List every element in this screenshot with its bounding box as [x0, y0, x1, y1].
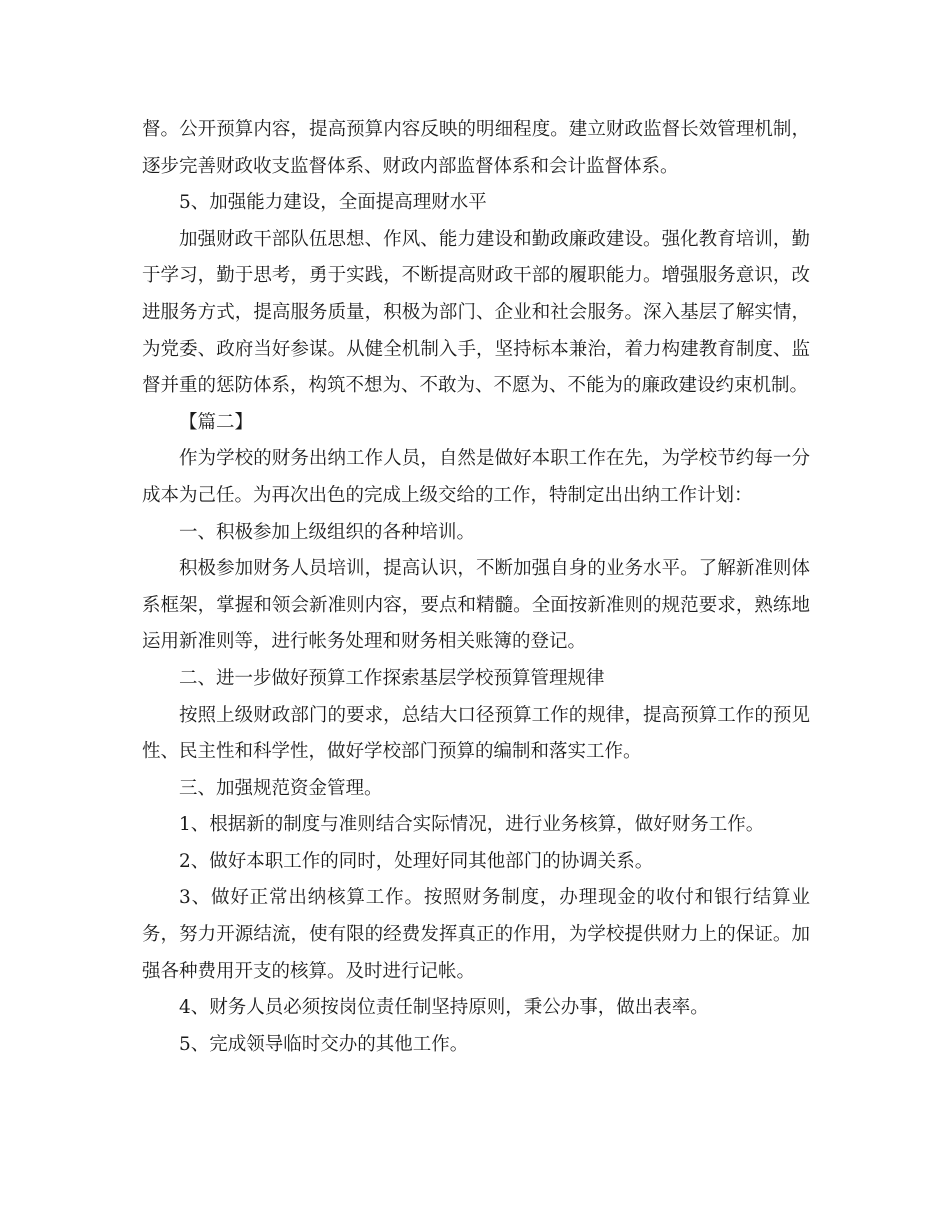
paragraph-budget-supervision: 督。公开预算内容，提高预算内容反映的明细程度。建立财政监督长效管理机制，逐步完善财政收支监督体系、财政内部监督体系和会计监督体系。 [142, 119, 810, 177]
section-heading-training: 一、积极参加上级组织的各种培训。 [179, 521, 476, 543]
list-item-5: 5、完成领导临时交办的其他工作。 [179, 1033, 469, 1055]
list-item-3: 3、做好正常出纳核算工作。按照财务制度，办理现金的收付和银行结算业务，努力开源结流，使有限的经费发挥真正的作用，为学校提供财力上的保证。加强各种费用开支的核算。及时进行记帐。 [142, 887, 810, 982]
paragraph-budget: 按照上级财政部门的要求，总结大口径预算工作的规律，提高预算工作的预见性、民主性和科学性，做好学校部门预算的编制和落实工作。 [142, 704, 810, 763]
part-two-heading: 【篇二】 [179, 411, 254, 433]
paragraph-cashier-intro: 作为学校的财务出纳工作人员，自然是做好本职工作在先，为学校节约每一分成本为己任。为再次出色的完成上级交给的工作，特制定出出纳工作计划： [142, 448, 810, 506]
list-item-2: 2、做好本职工作的同时，处理好同其他部门的协调关系。 [179, 850, 654, 872]
list-item-4: 4、财务人员必须按岗位责任制坚持原则，秉公办事，做出表率。 [179, 997, 709, 1019]
list-item-1: 1、根据新的制度与准则结合实际情况，进行业务核算，做好财务工作。 [179, 814, 765, 836]
document-body [142, 112, 810, 1063]
section-heading-budget: 二、进一步做好预算工作探索基层学校预算管理规律 [179, 667, 605, 689]
section-heading-capacity-building: 5、加强能力建设，全面提高理财水平 [179, 192, 487, 214]
section-heading-fund-management: 三、加强规范资金管理。 [179, 777, 383, 799]
paragraph-cadre-building: 加强财政干部队伍思想、作风、能力建设和勤政廉政建设。强化教育培训，勤于学习，勤于思考，勇于实践，不断提高财政干部的履职能力。增强服务意识，改进服务方式，提高服务质量，积极为部门、企业和社会服务。深入基层了解实情，为党委、政府当好参谋。从健全机制入手，坚持标本兼治，着力构建教育制度、监督并重的惩防体系，构筑不想为、不敢为、不愿为、不能为的廉政建设约束机制。 [142, 228, 810, 397]
paragraph-training: 积极参加财务人员培训，提高认识，不断加强自身的业务水平。了解新准则体系框架，掌握和领会新准则内容，要点和精髓。全面按新准则的规范要求，熟练地运用新准则等，进行帐务处理和财务相关账簿的登记。 [142, 558, 810, 653]
